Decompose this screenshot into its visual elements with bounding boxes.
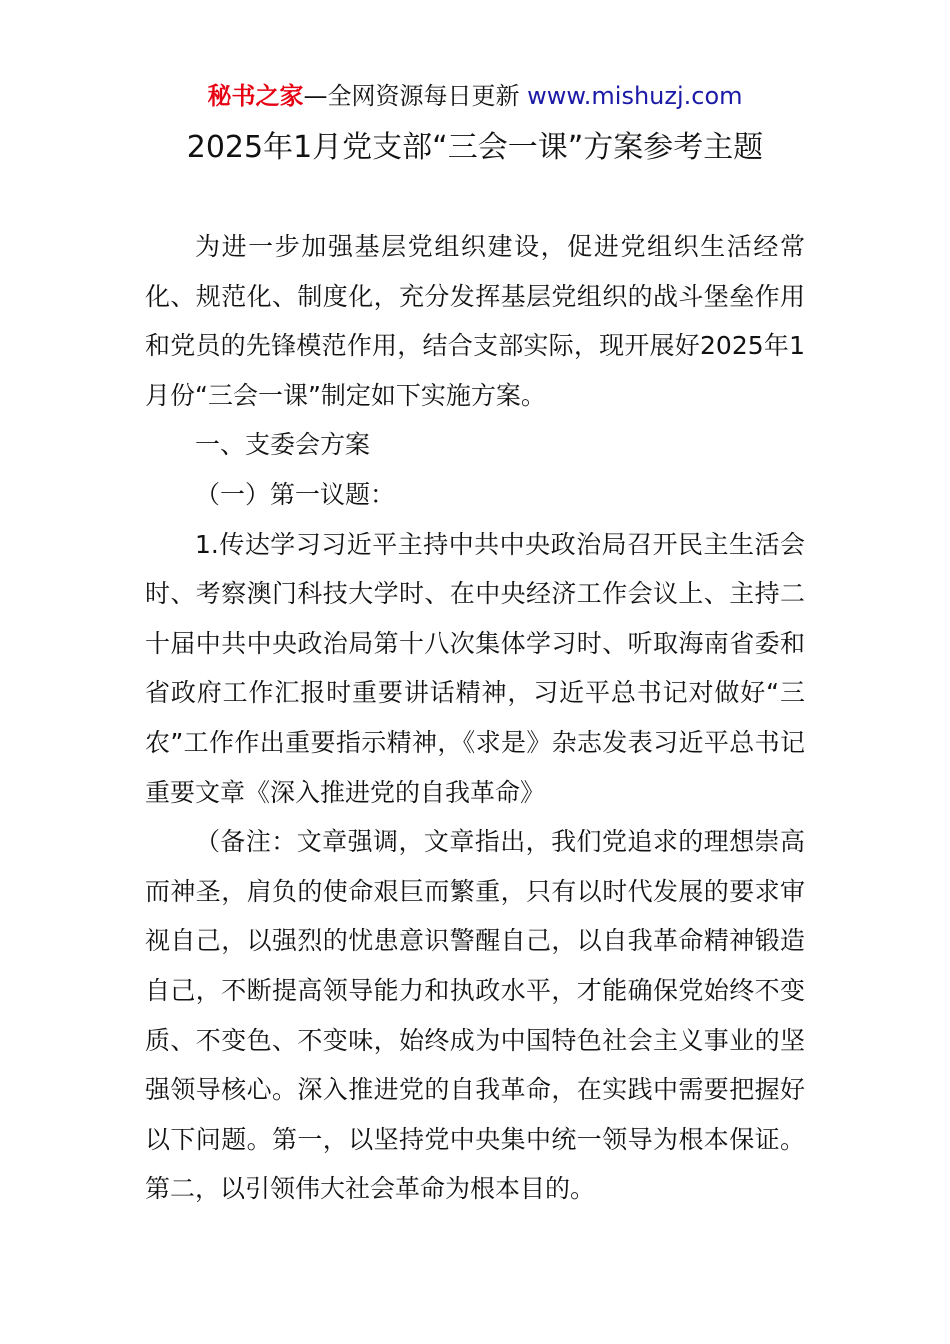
site-url-link[interactable]: www.mishuzj.com [527,82,743,110]
note-paragraph: （备注：文章强调，文章指出，我们党追求的理想崇高而神圣，肩负的使命艰巨而繁重，只有以时代发展的要求审视自己，以强烈的忧患意识警醒自己，以自我革命精神锻造自己，不断提高领导能力和执政水平，才能确保党始终不变质、不变色、不变味，始终成为中国特色社会主义事业的坚强领导核心。深入推进党的自我革命，在实践中需要把握好以下问题。第一，以坚持党中央集中统一领导为根本保证。第二，以引领伟大社会革命为根本目的。 [145,827,805,1204]
section-heading: 一、支委会方案 [195,430,371,460]
site-brand: 秘书之家 [207,82,304,110]
site-tagline: —全网资源每日更新 [303,82,528,110]
document-title: 2025年1月党支部“三会一课”方案参考主题 [186,130,764,165]
document-body [145,222,805,1214]
site-header [0,80,950,112]
item-paragraph: 1.传达学习习近平主持中共中央政治局召开民主生活会时、考察澳门科技大学时、在中央经济工作会议上、主持二十届中共中央政治局第十八次集体学习时、听取海南省委和省政府工作汇报时重要讲话精神，习近平总书记对做好“三农”工作作出重要指示精神，《求是》杂志发表习近平总书记重要文章《深入推进党的自我革命》 [145,529,805,807]
subsection-heading: （一）第一议题： [195,479,396,509]
intro-paragraph: 为进一步加强基层党组织建设，促进党组织生活经常化、规范化、制度化，充分发挥基层党组织的战斗堡垒作用和党员的先锋模范作用，结合支部实际，现开展好2025年1月份“三会一课”制定如下实施方案。 [145,232,805,410]
